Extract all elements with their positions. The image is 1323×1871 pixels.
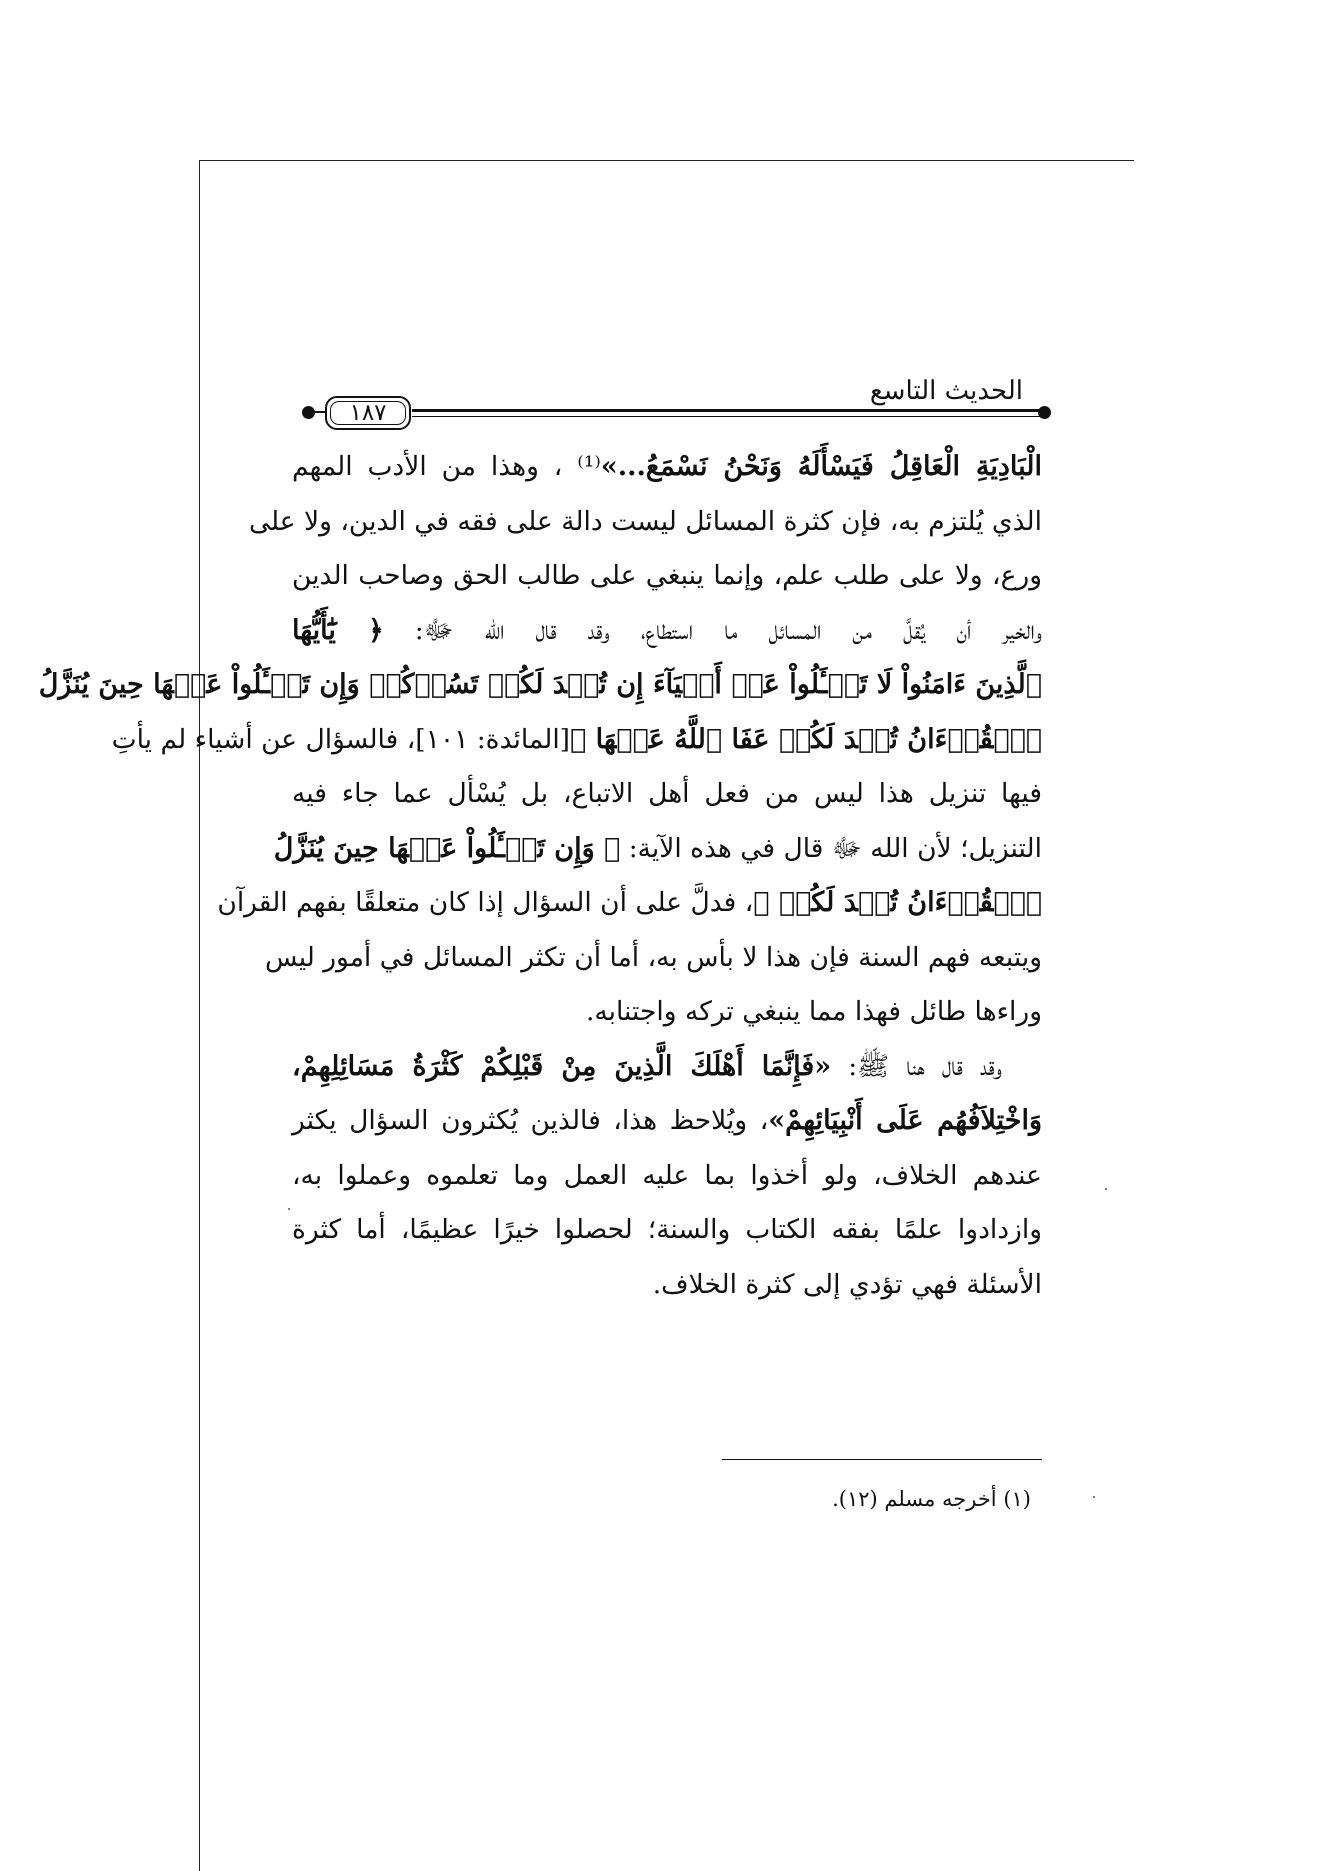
- text-line: الذي يُلتزم به، فإن كثرة المسائل ليست دالة على فقه في الدين، ولا على: [248, 505, 1042, 537]
- main-text: [38, 440, 1042, 1312]
- text-line: والخير أن يُقلَّ من المسائل ما استطاع، وقد قال الله ﷻ: ﴿ يَٰٓأَيُّهَا: [292, 614, 1042, 646]
- text-line: الْبَادِيَةِ الْعَاقِلُ فَيَسْأَلَهُ وَنَحْنُ نَسْمَعُ...»⁽¹⁾ ، وهذا من الأدب المهم: [292, 451, 1042, 482]
- header-rule-dot-icon: [1038, 406, 1051, 419]
- text-line: وراءها طائل فهذا مما ينبغي تركه واجتنابه.: [585, 996, 1042, 1027]
- text-line: عندهم الخلاف، ولو أخذوا بما عليه العمل وما تعلموه وعملوا به،: [292, 1159, 1042, 1191]
- footnote: (١) أخرجه مسلم (١٢).: [832, 1487, 1031, 1511]
- scan-crop-line-top: [199, 160, 1134, 161]
- text-line: التنزيل؛ لأن الله ﷻ قال في هذه الآية: ﴿ وَإِن تَسۡـَٔلُواْ عَنۡهَا حِينَ يُنَزَّلُ: [273, 832, 1042, 864]
- scan-speck: [1093, 1496, 1095, 1498]
- text-line: وقد قال هنا ﷺ: «فَإِنَّمَا أَهْلَكَ الَّذِينَ مِنْ قَبْلِكُمْ كَثْرَةُ مَسَائِلِهِمْ،: [292, 1050, 1003, 1082]
- text-line: ويتبعه فهم السنة فإن هذا لا بأس به، أما أن تكثر المسائل في أمور ليس: [264, 941, 1042, 973]
- page-number-badge: [325, 396, 411, 430]
- footnote-rule: [722, 1459, 1042, 1460]
- scan-crop-line-left: [199, 160, 200, 1871]
- running-title: الحديث التاسع: [869, 376, 1023, 406]
- text-line: الأسئلة فهي تؤدي إلى كثرة الخلاف.: [652, 1268, 1042, 1300]
- quran-line: ٱلَّذِينَ ءَامَنُواْ لَا تَسۡـَٔلُواْ عَنۡ أَشۡيَآءَ إِن تُبۡدَ لَكُمۡ تَسُؤۡكُمۡ وَإِن تَسۡـَٔلُواْ عَنۡهَا حِينَ يُنَزَّلُ: [38, 669, 1042, 700]
- text-line: وازدادوا علمًا بفقه الكتاب والسنة؛ لحصلوا خيرًا عظيمًا، أما كثرة: [292, 1214, 1042, 1245]
- scan-speck: [1105, 1188, 1107, 1190]
- text-line: وَاخْتِلاَفُهُم عَلَى أَنْبِيَائِهِمْ»، ويُلاحظ هذا، فالذين يُكثرون السؤال يكثر: [292, 1105, 1042, 1136]
- page-number: ١٨٧: [349, 400, 387, 426]
- header-rule: [412, 409, 1042, 417]
- text-line: ورع، ولا على طلب علم، وإنما ينبغي على طالب الحق وصاحب الدين: [292, 560, 1042, 591]
- text-line: فيها تنزيل هذا ليس من فعل أهل الاتباع، بل يُسْأل عما جاء فيه: [292, 778, 1042, 809]
- text-line: ٱلۡقُرۡءَانُ تُبۡدَ لَكُمۡ ﴾، فدلَّ على أن السؤال إذا كان متعلقًا بفهم القرآن: [217, 887, 1042, 918]
- text-line: ٱلۡقُرۡءَانُ تُبۡدَ لَكُمۡ عَفَا ٱللَّهُ عَنۡهَا ﴾[المائدة: ١٠١]، فالسؤال عن أشياء لم يأتِ: [111, 723, 1042, 755]
- scan-speck: [288, 1208, 290, 1210]
